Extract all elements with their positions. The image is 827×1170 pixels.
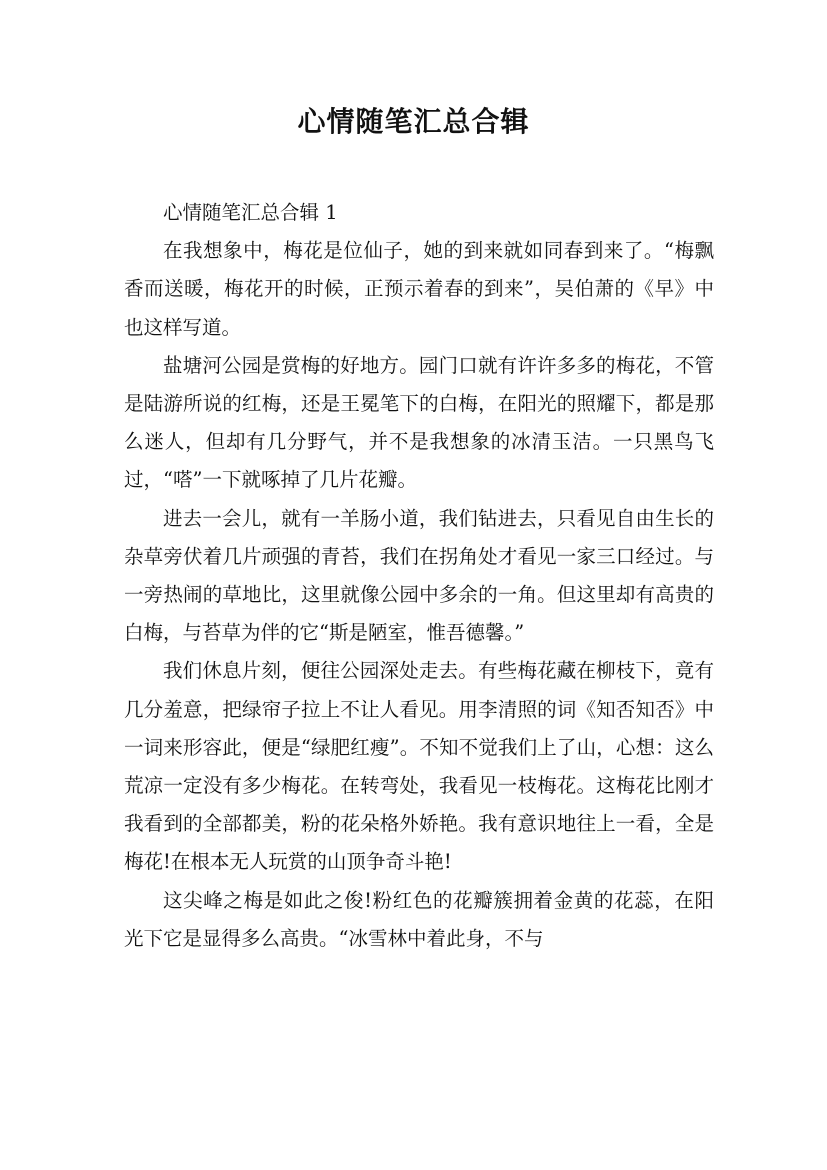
- paragraph-2: 盐塘河公园是赏梅的好地方。园门口就有许许多多的梅花，不管是陆游所说的红梅，还是王冕笔下的白梅，在阳光的照耀下，都是那么迷人，但却有几分野气，并不是我想象的冰清玉洁。一只黑鸟飞过，“嗒”一下就啄掉了几片花瓣。: [124, 353, 714, 492]
- paragraph-1: 在我想象中，梅花是位仙子，她的到来就如同春到来了。“梅飘香而送暖，梅花开的时候，正预示着春的到来”，吴伯萧的《早》中也这样写道。: [124, 239, 714, 339]
- section-heading: 心情随笔汇总合辑 1: [163, 201, 338, 224]
- document-title: 心情随笔汇总合辑: [297, 105, 530, 138]
- document-body: [124, 194, 714, 958]
- paragraph-4: 我们休息片刻，便往公园深处走去。有些梅花藏在柳枝下，竟有几分羞意，把绿帘子拉上不让人看见。用李清照的词《知否知否》中一词来形容此，便是“绿肥红瘦”。不知不觉我们上了山，心想：这么荒凉一定没有多少梅花。在转弯处，我看见一枝梅花。这梅花比刚才我看到的全部都美，粉的花朵格外娇艳。我有意识地往上一看，全是梅花!在根本无人玩赏的山顶争奇斗艳!: [124, 659, 714, 874]
- paragraph-3: 进去一会儿，就有一羊肠小道，我们钻进去，只看见自由生长的杂草旁伏着几片顽强的青苔，我们在拐角处才看见一家三口经过。与一旁热闹的草地比，这里就像公园中多余的一角。但这里却有高贵的白梅，与苔草为伴的它“斯是陋室，惟吾德馨。”: [124, 506, 714, 645]
- paragraph-5: 这尖峰之梅是如此之俊!粉红色的花瓣簇拥着金黄的花蕊，在阳光下它是显得多么高贵。“冰雪林中着此身，不与: [124, 888, 714, 950]
